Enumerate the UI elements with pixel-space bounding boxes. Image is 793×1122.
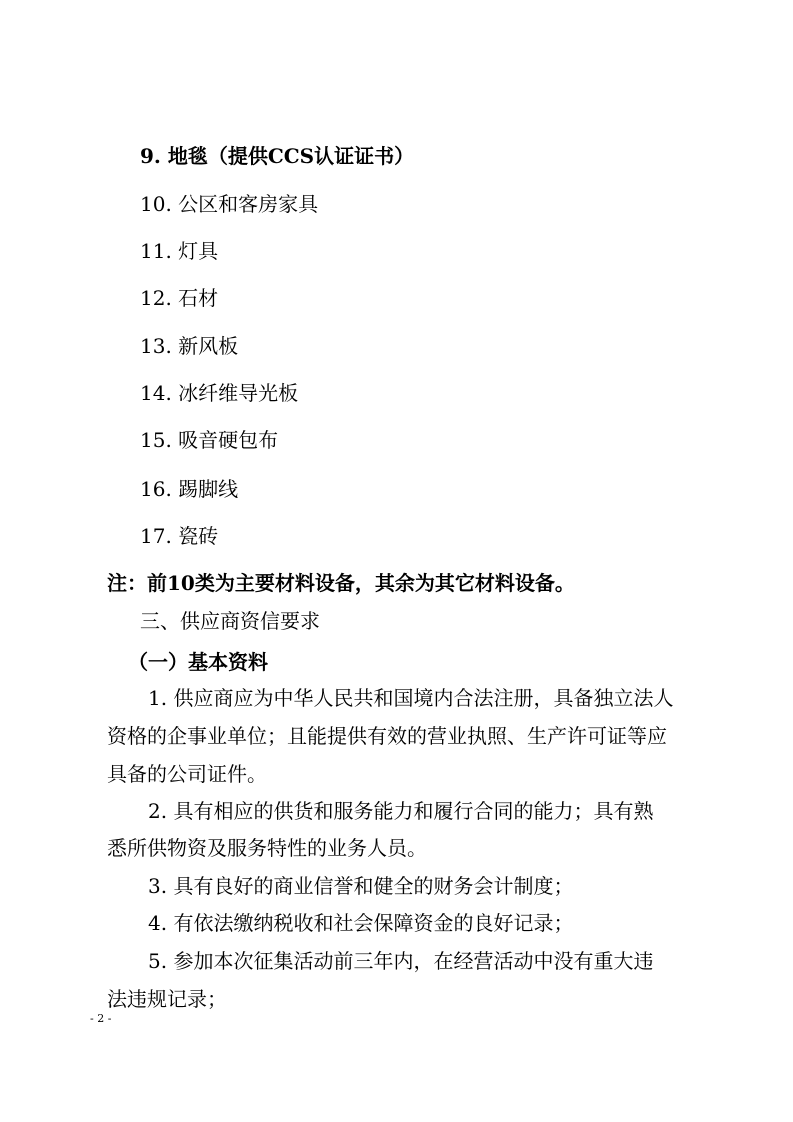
requirement-5-line-2: 法违规记录； bbox=[107, 987, 227, 1011]
requirement-1-line-1: 1. 供应商应为中华人民共和国境内合法注册，具备独立法人 bbox=[148, 686, 674, 710]
requirement-2-line-1: 2. 具有相应的供货和服务能力和履行合同的能力；具有熟 bbox=[148, 799, 654, 823]
list-item-tiles: 17. 瓷砖 bbox=[140, 524, 219, 548]
requirement-2-line-2: 悉所供物资及服务特性的业务人员。 bbox=[107, 836, 427, 860]
list-item-carpet: 9. 地毯（提供CCS认证证书） bbox=[140, 144, 415, 168]
requirement-1-line-3: 具备的公司证件。 bbox=[107, 762, 267, 786]
subsection-heading: （一）基本资料 bbox=[128, 650, 268, 674]
list-item-lighting: 11. 灯具 bbox=[140, 239, 219, 263]
requirement-1-line-2: 资格的企事业单位；且能提供有效的营业执照、生产许可证等应 bbox=[107, 724, 667, 748]
list-item-ventilation-panel: 13. 新风板 bbox=[140, 334, 239, 358]
page-number: - 2 - bbox=[90, 1012, 112, 1025]
list-item-acoustic-fabric: 15. 吸音硬包布 bbox=[140, 428, 279, 452]
list-item-furniture: 10. 公区和客房家具 bbox=[140, 192, 319, 216]
section-heading: 三、供应商资信要求 bbox=[140, 609, 320, 633]
list-item-stone: 12. 石材 bbox=[140, 286, 219, 310]
requirement-4: 4. 有依法缴纳税收和社会保障资金的良好记录； bbox=[148, 911, 574, 935]
requirement-3: 3. 具有良好的商业信誉和健全的财务会计制度； bbox=[148, 874, 574, 898]
requirement-5-line-1: 5. 参加本次征集活动前三年内，在经营活动中没有重大违 bbox=[148, 949, 654, 973]
list-item-light-guide-panel: 14. 冰纤维导光板 bbox=[140, 381, 299, 405]
list-item-skirting-line: 16. 踢脚线 bbox=[140, 477, 239, 501]
note-text: 注：前10类为主要材料设备，其余为其它材料设备。 bbox=[107, 571, 575, 595]
